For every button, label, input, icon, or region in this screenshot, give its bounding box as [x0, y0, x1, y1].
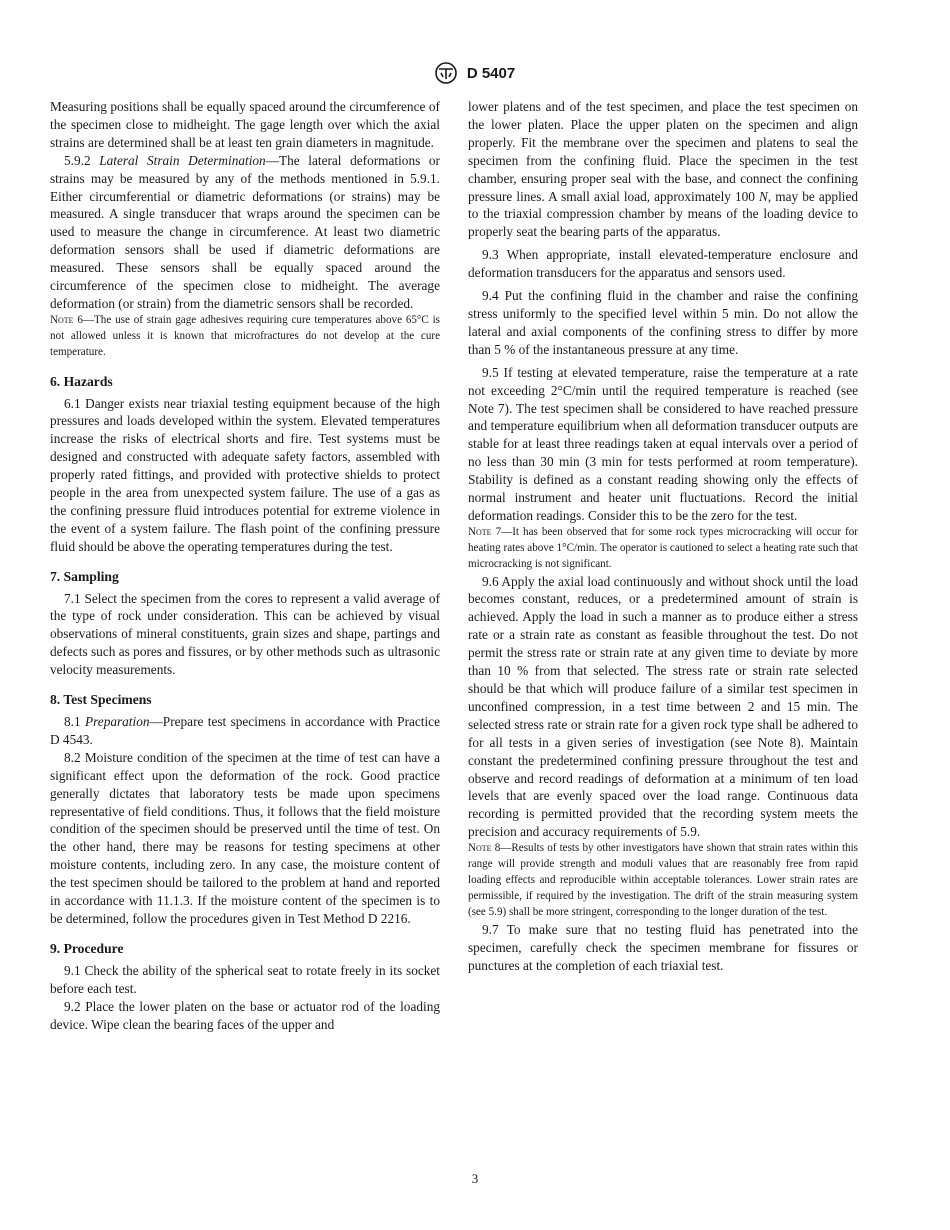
- text-run: lower platens and of the test specimen, and place the test specimen on the lower platen. Place the upper platen on the specimen and align properly. Fit the membrane over the specimen and platens to seal the specimen from the confining fluid. Place the specimen in the test chamber, ensuring proper seal with the base, and connect the confining pressure lines. A small axial load, approximately 100: [468, 99, 858, 204]
- paragraph-9-6: 9.6 Apply the axial load continuously and without shock until the load becomes constant, reduces, or a predetermined amount of strain is achieved. Apply the load in such a manner as to produce either a stress rate or a strain rate as constant as feasible throughout the test. Do not permit the stress rate or strain rate at any given time to deviate by more than 10 % from that selected. The stress rate or strain rate selected should be that which will produce failure of a similar test specimen in unconfined compression, in a test time between 2 and 15 min. The selected stress rate or strain rate for a given rock type shall be adhered to for all tests in a given series of investigation (see Note 8). Maintain constant the predetermined confining pressure throughout the test and observe and record readings of deformation at a minimum of ten load levels that are evenly spaced over the load range. Continuous data recording is permitted provided that the recording system meets the precision and accuracy requirements of 5.9.: [468, 573, 858, 840]
- paragraph-5-9-1-continued: Measuring positions shall be equally spaced around the circumference of the specimen close to midheight. The gage length over which the axial strains are determined shall be at least ten grain diameters in magnitude.: [50, 99, 440, 150]
- left-column: [50, 98, 440, 1033]
- unit-newton: N: [759, 188, 768, 204]
- paragraph-9-7: 9.7 To make sure that no testing fluid has penetrated into the specimen, carefully check the specimen membrane for fissures or punctures at the completion of each triaxial test.: [468, 921, 858, 973]
- section-title: Lateral Strain Determination: [99, 152, 266, 168]
- page-number: 3: [471, 1171, 479, 1186]
- note-text: 8—Results of tests by other investigators have shown that strain rates within this range will provide strength and moduli values that are reasonably free from rapid loading effects and reproducible within acceptable tolerances. Lower strain rates are permissible, if required by the investigation. The drift of the strain measuring system (see 5.9) shall be more stringent, corresponding to the longer duration of the test.: [468, 842, 859, 918]
- paragraph-7-1: 7.1 Select the specimen from the cores to represent a valid average of the type of rock under consideration. This can be achieved by visual observations of mineral constituents, grain sizes and shape, partings and defects such as pores and fissures, or by other methods such as ultrasonic velocity measurements.: [50, 590, 440, 678]
- heading-procedure: 9. Procedure: [50, 940, 124, 956]
- note-6: [50, 313, 440, 361]
- note-text: 7—It has been observed that for some rock types microcracking will occur for heating rates above 1°C/min. The operator is cautioned to select a heating rate such that microcracking is not significant.: [468, 525, 858, 570]
- right-column: [468, 98, 858, 974]
- note-8: [468, 841, 858, 921]
- section-text: —The lateral deformations or strains may be measured by any of the methods mentioned in 5.9.1. Either circumferential or diametric deformations (or strains) may be measured. A single transducer that wraps around the specimen can be used to measure the change in circumference. At least two diametric deformation sensors shall be used if diametric deformations are measured. These sensors shall be equally spaced around the circumference of the specimen close to midheight. The average deformation (or strain) from the diametric sensors shall be recorded.: [50, 152, 440, 311]
- heading-sampling: 7. Sampling: [50, 568, 119, 584]
- text-run: , may be applied to the triaxial compression chamber by means of the loading device to properly seat the bearing parts of the apparatus.: [468, 188, 859, 240]
- paragraph-8-1: [50, 713, 440, 749]
- note-text: 6—The use of strain gage adhesives requiring cure temperatures above 65°C is not allowed unless it is known that microfractures do not develop at the cure temperature.: [50, 313, 440, 358]
- paragraph-9-2: 9.2 Place the lower platen on the base or actuator rod of the loading device. Wipe clean the bearing faces of the upper and: [50, 998, 440, 1032]
- section-number: 8.1: [64, 714, 81, 729]
- paragraph-9-3: 9.3 When appropriate, install elevated-temperature enclosure and deformation transducers for the apparatus and sensors used.: [468, 247, 858, 281]
- astm-logo-icon: [435, 62, 457, 84]
- note-label: Note: [468, 525, 492, 538]
- section-number: 5.9.2: [64, 152, 91, 168]
- paragraph-9-5: 9.5 If testing at elevated temperature, raise the temperature at a rate not exceeding 2°C/min until the required temperature is reached (see Note 7). The test specimen shall be considered to have reached pressure and temperature equilibrium when all deformation transducer outputs are stable for at least three readings taken at equal intervals over a period of no less than 30 min (3 min for tests performed at room temperature). Stability is defined as a constant reading showing only the effects of normal instrument and heater unit fluctuations. Record the initial deformation readings. Consider this to be the zero for the test.: [468, 364, 858, 523]
- paragraph-5-9-2: [50, 152, 440, 313]
- note-7: [468, 525, 858, 573]
- document-designation: D 5407: [466, 64, 516, 82]
- paragraph-9-1: 9.1 Check the ability of the spherical seat to rotate freely in its socket before each test.: [50, 962, 440, 996]
- section-text: —Prepare test specimens in accordance with Practice D 4543.: [50, 714, 440, 747]
- heading-test-specimens: 8. Test Specimens: [50, 692, 152, 708]
- paragraph-9-2-continued: [468, 98, 858, 241]
- note-label: Note: [50, 313, 74, 326]
- paragraph-9-4: 9.4 Put the confining fluid in the chamber and raise the confining stress uniformly to the specified level within 5 min. Do not allow the lateral and axial components of the confining stress to differ by more than 5 % of the instantaneous pressure at any time.: [468, 288, 858, 357]
- heading-hazards: 6. Hazards: [50, 373, 113, 389]
- paragraph-6-1: 6.1 Danger exists near triaxial testing equipment because of the high pressures and loads developed within the system. Elevated temperatures increase the risks of electrical shorts and fire. Test systems must be designed and constructed with adequate safety factors, assembled with properly rated fittings, and provided with protective shields to protect people in the area from unexpected system failure. The use of a gas as the confining pressure fluid introduces potential for extreme violence in the event of a system failure. The flash point of the confining pressure fluid should be above the operating temperatures during the test.: [50, 395, 440, 554]
- paragraph-8-2: 8.2 Moisture condition of the specimen at the time of test can have a significant effect upon the deformation of the rock. Good practice generally dictates that laboratory tests be made upon specimens representative of field conditions. Thus, it follows that the field moisture condition of the specimen should be preserved until the time of test. On the other hand, there may be reasons for testing specimens at other moisture contents, including zero. In any case, the moisture content of the test specimen should be tailored to the problem at hand and reported in accordance with 11.1.3. If the moisture content of the specimen is to be determined, follow the procedures given in Test Method D 2216.: [50, 749, 440, 926]
- page-header: [0, 62, 950, 84]
- note-label: Note: [468, 842, 492, 855]
- section-title: Preparation: [84, 714, 150, 729]
